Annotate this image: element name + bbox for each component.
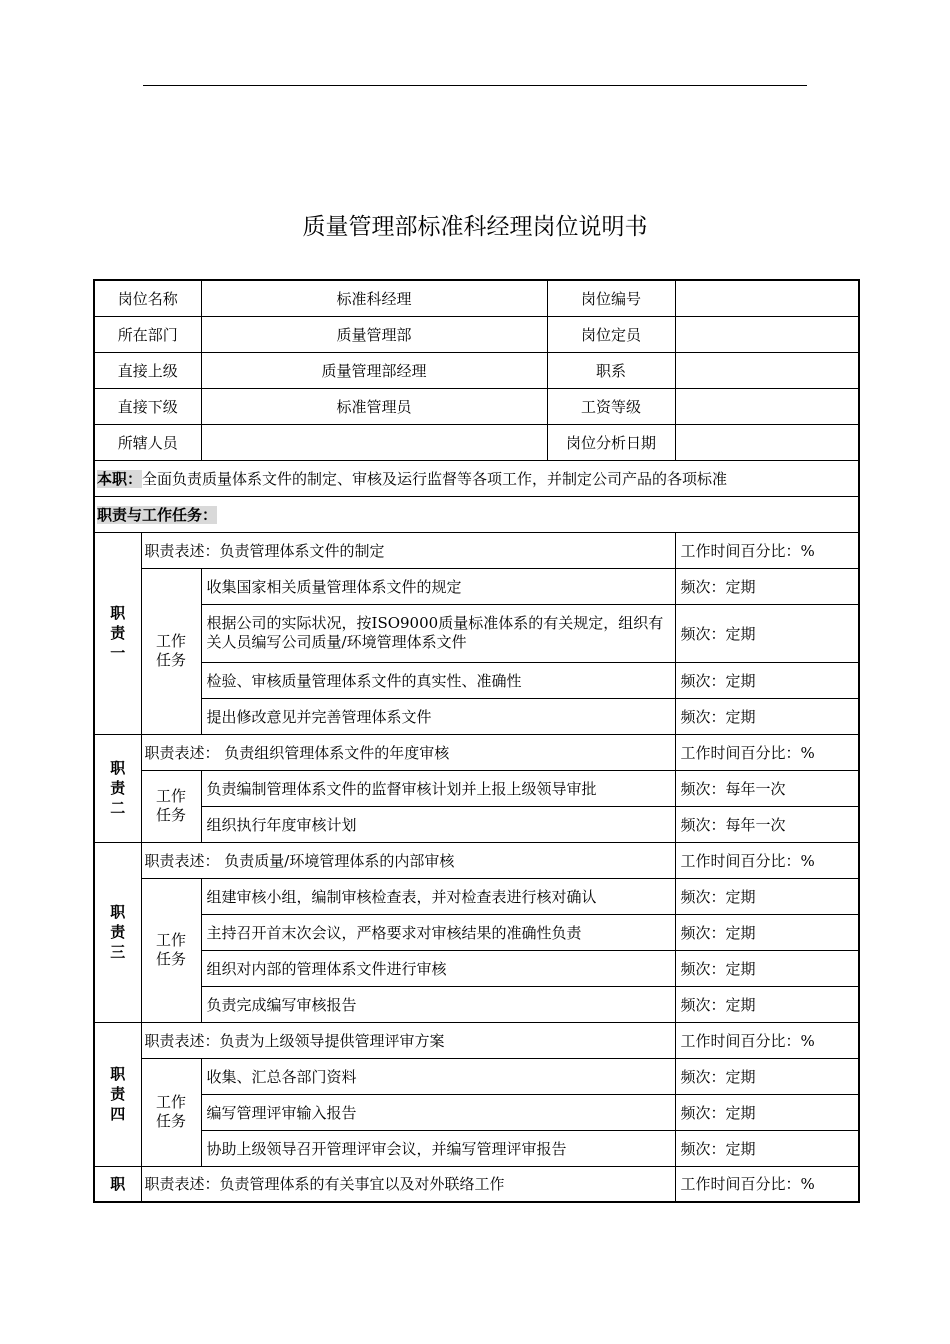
task-frequency: 频次：定期 bbox=[675, 878, 859, 914]
main-duty-row bbox=[94, 460, 859, 496]
task-text: 组建审核小组，编制审核检查表，并对检查表进行核对确认 bbox=[201, 878, 675, 914]
task-text: 检验、审核质量管理体系文件的真实性、准确性 bbox=[201, 662, 675, 698]
task-text: 组织执行年度审核计划 bbox=[201, 806, 675, 842]
info-label: 岗位名称 bbox=[94, 280, 201, 316]
info-row bbox=[94, 316, 859, 352]
info-value bbox=[675, 388, 859, 424]
info-value bbox=[675, 352, 859, 388]
info-row bbox=[94, 424, 859, 460]
task-text: 提出修改意见并完善管理体系文件 bbox=[201, 698, 675, 734]
header-rule bbox=[143, 85, 807, 86]
task-row bbox=[94, 1094, 859, 1130]
info-value bbox=[201, 424, 547, 460]
task-frequency: 频次：定期 bbox=[675, 698, 859, 734]
task-text: 收集、汇总各部门资料 bbox=[201, 1058, 675, 1094]
task-frequency: 频次：每年一次 bbox=[675, 770, 859, 806]
task-row bbox=[94, 986, 859, 1022]
duty-statement-row bbox=[94, 842, 859, 878]
main-duty-cell bbox=[94, 460, 859, 496]
task-frequency: 频次：定期 bbox=[675, 914, 859, 950]
task-text: 编写管理评审输入报告 bbox=[201, 1094, 675, 1130]
info-value: 质量管理部 bbox=[201, 316, 547, 352]
duty-statement-row bbox=[94, 1166, 859, 1202]
duty-statement: 职责表述：负责管理体系文件的制定 bbox=[141, 532, 675, 568]
task-frequency: 频次：定期 bbox=[675, 950, 859, 986]
info-label: 岗位编号 bbox=[547, 280, 675, 316]
task-row bbox=[94, 604, 859, 662]
main-duty-text: 全面负责质量体系文件的制定、审核及运行监督等各项工作，并制定公司产品的各项标准 bbox=[142, 469, 728, 488]
task-frequency: 频次：定期 bbox=[675, 568, 859, 604]
task-text: 负责编制管理体系文件的监督审核计划并上报上级领导审批 bbox=[201, 770, 675, 806]
info-value: 质量管理部经理 bbox=[201, 352, 547, 388]
task-text: 组织对内部的管理体系文件进行审核 bbox=[201, 950, 675, 986]
duty-percent: 工作时间百分比：% bbox=[675, 842, 859, 878]
task-text: 主持召开首末次会议，严格要求对审核结果的准确性负责 bbox=[201, 914, 675, 950]
task-text: 收集国家相关质量管理体系文件的规定 bbox=[201, 568, 675, 604]
duty-statement-row bbox=[94, 734, 859, 770]
task-row bbox=[94, 878, 859, 914]
task-frequency: 频次：定期 bbox=[675, 1094, 859, 1130]
duty-label: 职 责 一 bbox=[94, 532, 141, 734]
duties-header-cell bbox=[94, 496, 859, 532]
task-text: 协助上级领导召开管理评审会议，并编写管理评审报告 bbox=[201, 1130, 675, 1166]
info-label: 岗位定员 bbox=[547, 316, 675, 352]
info-label: 工资等级 bbox=[547, 388, 675, 424]
info-value bbox=[675, 424, 859, 460]
duty-percent: 工作时间百分比：% bbox=[675, 1166, 859, 1202]
task-frequency: 频次：定期 bbox=[675, 1130, 859, 1166]
duty-label: 职 bbox=[94, 1166, 141, 1202]
info-value bbox=[675, 316, 859, 352]
duty-statement: 职责表述： 负责组织管理体系文件的年度审核 bbox=[141, 734, 675, 770]
info-label: 岗位分析日期 bbox=[547, 424, 675, 460]
duty-statement: 职责表述： 负责质量/环境管理体系的内部审核 bbox=[141, 842, 675, 878]
task-label: 工作 任务 bbox=[141, 568, 201, 734]
duty-label: 职 责 四 bbox=[94, 1022, 141, 1166]
task-row bbox=[94, 1058, 859, 1094]
duty-statement: 职责表述：负责管理体系的有关事宜以及对外联络工作 bbox=[141, 1166, 675, 1202]
info-label: 所辖人员 bbox=[94, 424, 201, 460]
task-frequency: 频次：定期 bbox=[675, 604, 859, 662]
page-title: 质量管理部标准科经理岗位说明书 bbox=[302, 214, 648, 240]
task-label: 工作 任务 bbox=[141, 770, 201, 842]
task-row bbox=[94, 914, 859, 950]
info-label: 职系 bbox=[547, 352, 675, 388]
task-row bbox=[94, 806, 859, 842]
job-description-table bbox=[93, 279, 860, 1203]
duty-statement-row bbox=[94, 532, 859, 568]
info-row bbox=[94, 352, 859, 388]
task-label: 工作 任务 bbox=[141, 1058, 201, 1166]
info-row bbox=[94, 388, 859, 424]
info-value: 标准管理员 bbox=[201, 388, 547, 424]
task-frequency: 频次：定期 bbox=[675, 986, 859, 1022]
task-row bbox=[94, 568, 859, 604]
task-label: 工作 任务 bbox=[141, 878, 201, 1022]
duty-percent: 工作时间百分比：% bbox=[675, 532, 859, 568]
task-frequency: 频次：每年一次 bbox=[675, 806, 859, 842]
info-value: 标准科经理 bbox=[201, 280, 547, 316]
info-value bbox=[675, 280, 859, 316]
duty-statement: 职责表述：负责为上级领导提供管理评审方案 bbox=[141, 1022, 675, 1058]
info-label: 直接下级 bbox=[94, 388, 201, 424]
duties-header: 职责与工作任务： bbox=[97, 505, 218, 524]
duty-percent: 工作时间百分比：% bbox=[675, 734, 859, 770]
task-row bbox=[94, 662, 859, 698]
duties-header-row bbox=[94, 496, 859, 532]
task-frequency: 频次：定期 bbox=[675, 1058, 859, 1094]
task-row bbox=[94, 950, 859, 986]
duty-statement-row bbox=[94, 1022, 859, 1058]
info-label: 所在部门 bbox=[94, 316, 201, 352]
task-frequency: 频次：定期 bbox=[675, 662, 859, 698]
duty-label: 职 责 三 bbox=[94, 842, 141, 1022]
task-text: 根据公司的实际状况，按ISO9000质量标准体系的有关规定，组织有关人员编写公司质量/环境管理体系文件 bbox=[201, 604, 675, 662]
task-row bbox=[94, 698, 859, 734]
task-row bbox=[94, 770, 859, 806]
task-text: 负责完成编写审核报告 bbox=[201, 986, 675, 1022]
info-row bbox=[94, 280, 859, 316]
info-label: 直接上级 bbox=[94, 352, 201, 388]
duty-percent: 工作时间百分比：% bbox=[675, 1022, 859, 1058]
task-row bbox=[94, 1130, 859, 1166]
duty-label: 职 责 二 bbox=[94, 734, 141, 842]
main-duty-label: 本职： bbox=[97, 469, 143, 488]
